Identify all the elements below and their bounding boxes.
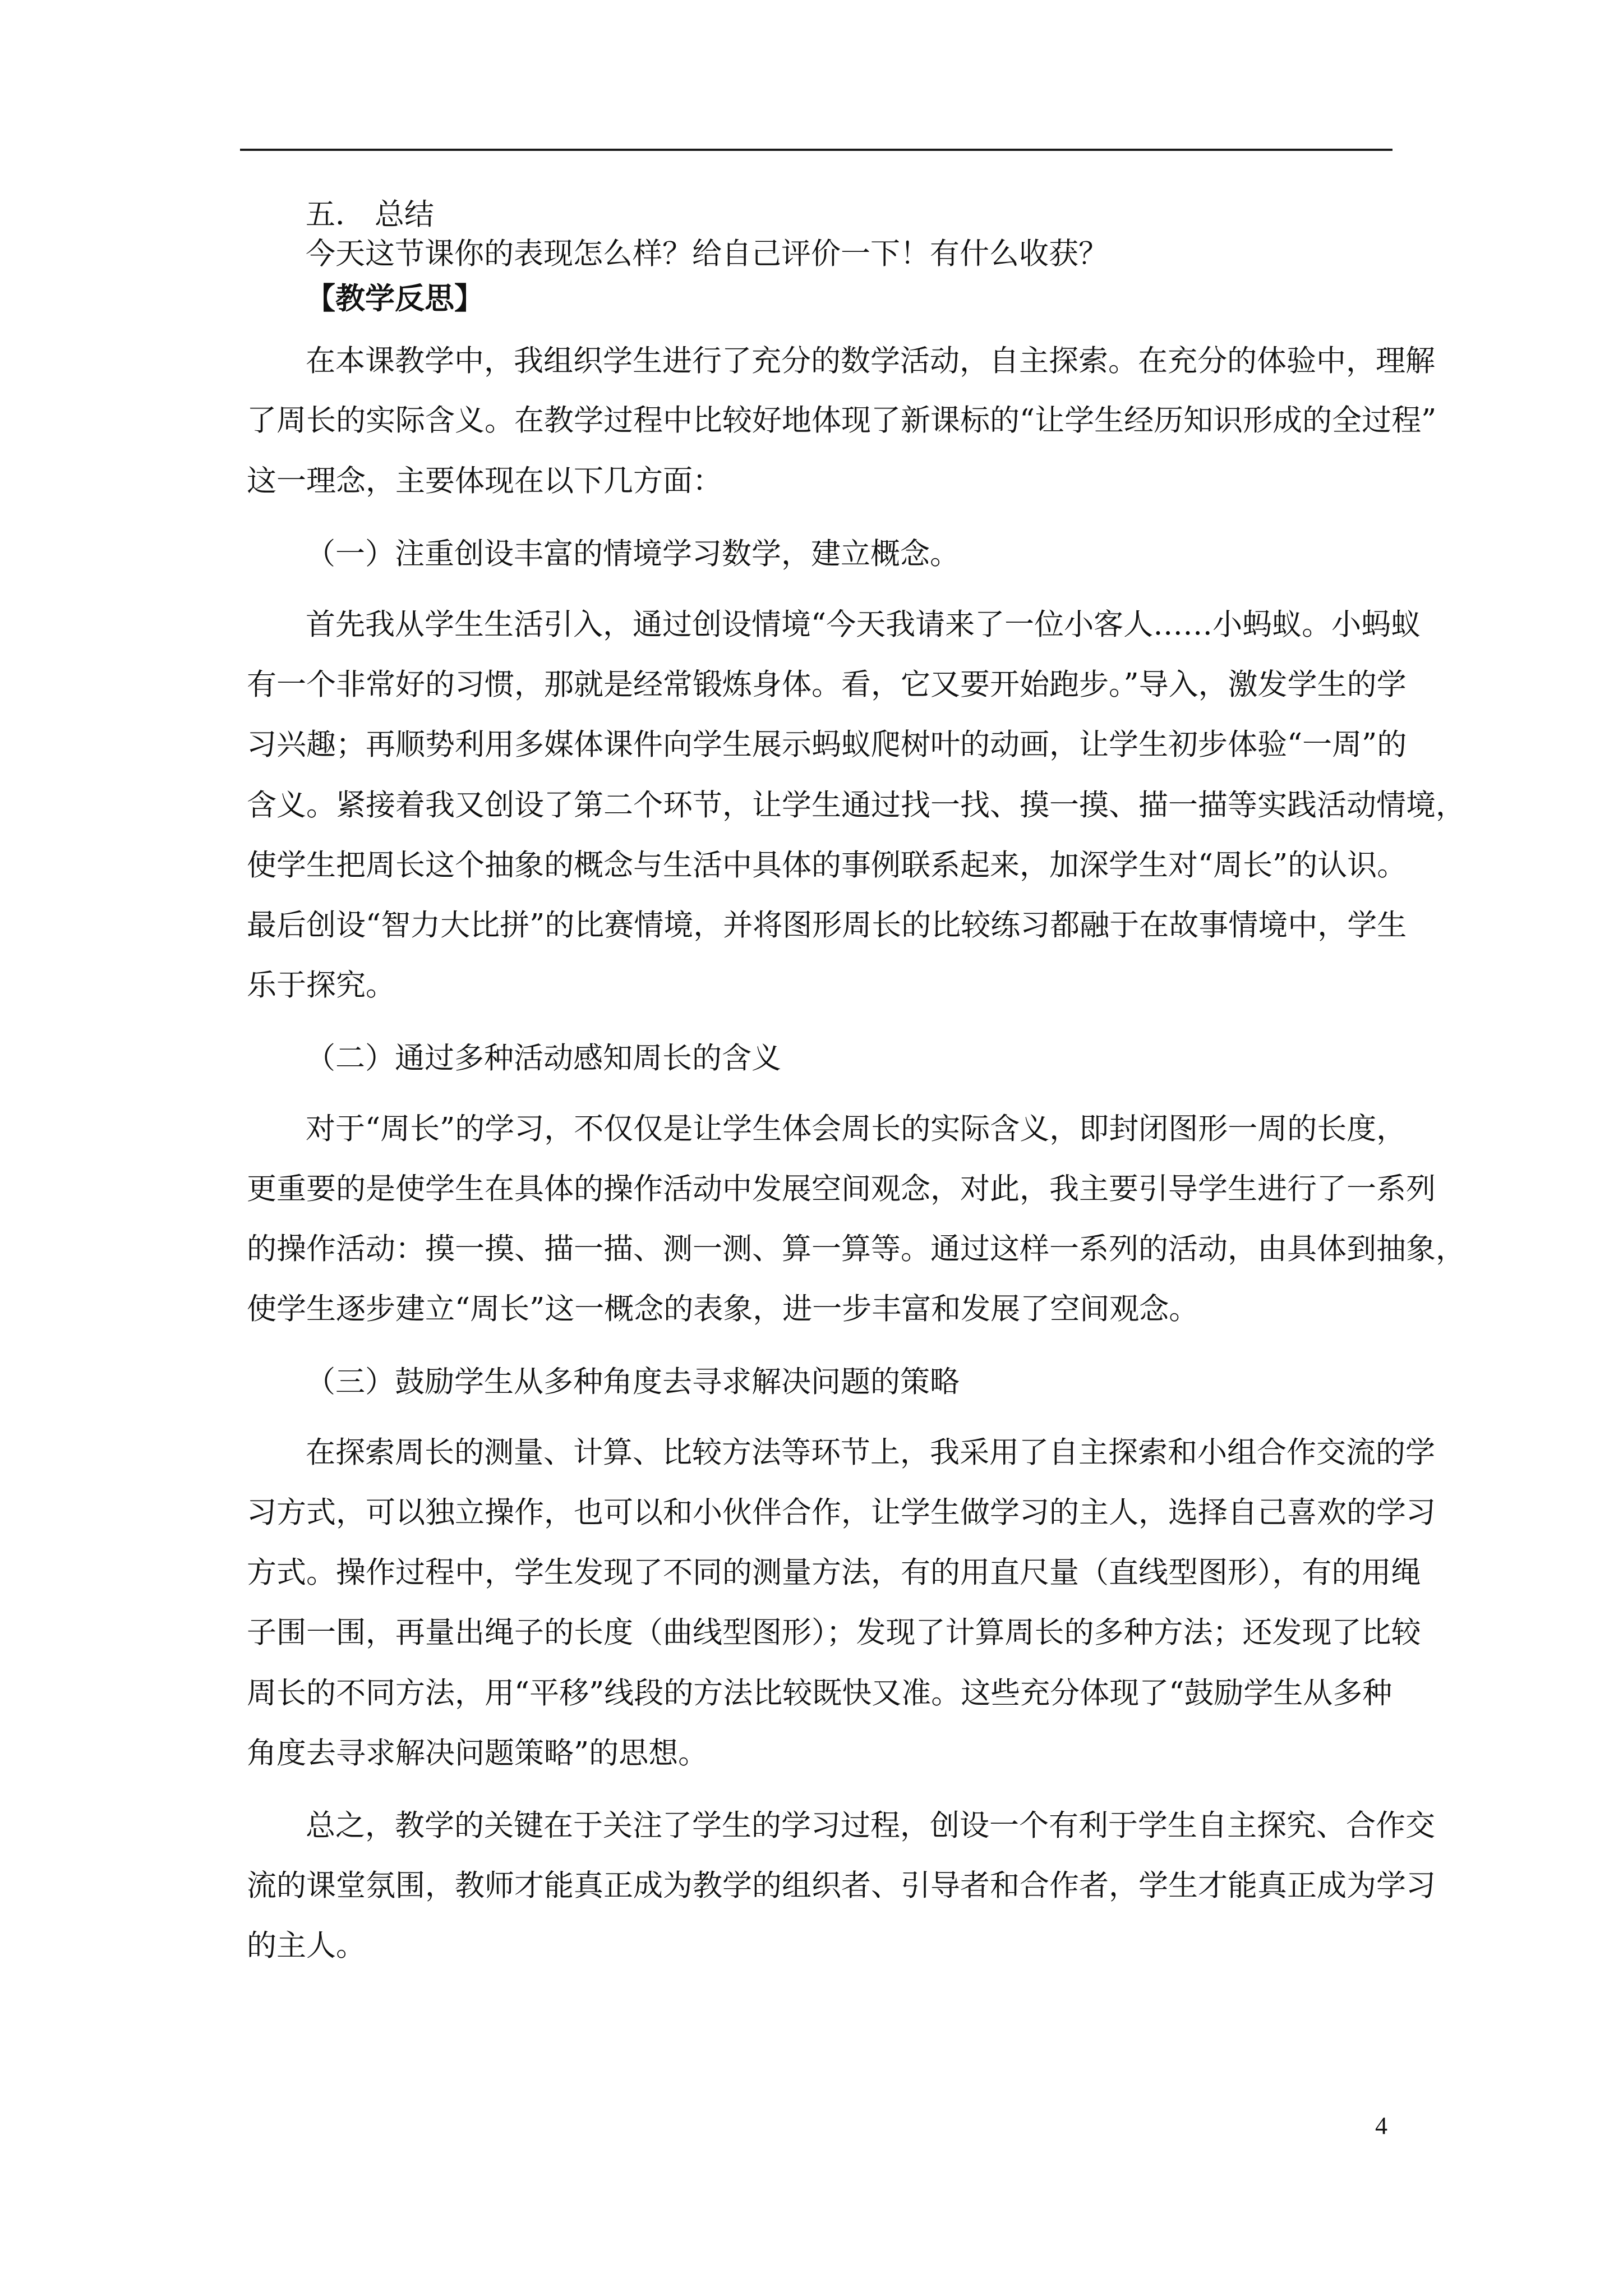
paragraph-line: 乐于探究。 — [247, 968, 395, 1002]
subheading-three: （三）鼓励学生从多种角度去寻求解决问题的策略 — [306, 1365, 960, 1399]
paragraph-line: 周长的不同方法，用“平移”线段的方法比较既快又准。这些充分体现了“鼓励学生从多种 — [247, 1676, 1393, 1710]
paragraph-line: 流的课堂氛围，教师才能真正成为教学的组织者、引导者和合作者，学生才能真正成为学习 — [247, 1869, 1436, 1903]
paragraph-line: 习兴趣；再顺势利用多媒体课件向学生展示蚂蚁爬树叶的动画，让学生初步体验“一周”的 — [247, 728, 1407, 762]
paragraph-line: 使学生把周长这个抽象的概念与生活中具体的事例联系起来，加深学生对“周长”的认识。 — [247, 848, 1407, 882]
paragraph-line: 方式。操作过程中，学生发现了不同的测量方法，有的用直尺量（直线型图形），有的用绳 — [247, 1556, 1421, 1590]
summary-text: 今天这节课你的表现怎么样？给自己评价一下！有什么收获？ — [306, 237, 1108, 271]
paragraph-line: 这一理念，主要体现在以下几方面： — [247, 464, 722, 498]
paragraph-line: 子围一围，再量出绳子的长度（曲线型图形）；发现了计算周长的多种方法；还发现了比较 — [247, 1616, 1421, 1650]
paragraph-line: 习方式，可以独立操作，也可以和小伙伴合作，让学生做学习的主人，选择自己喜欢的学习 — [247, 1496, 1436, 1530]
paragraph-line: 的主人。 — [247, 1929, 366, 1963]
reflection-heading: 【教学反思】 — [306, 281, 484, 316]
paragraph-line: 更重要的是使学生在具体的操作活动中发展空间观念，对此，我主要引导学生进行了一系列 — [247, 1172, 1436, 1206]
paragraph-line: 总之，教学的关键在于关注了学生的学习过程，创设一个有利于学生自主探究、合作交 — [306, 1809, 1435, 1843]
paragraph-line: 首先我从学生生活引入，通过创设情境“今天我请来了一位小客人……小蚂蚁。小蚂蚁 — [306, 608, 1421, 642]
paragraph-line: 角度去寻求解决问题策略”的思想。 — [247, 1736, 708, 1770]
paragraph-line: 在本课教学中，我组织学生进行了充分的数学活动，自主探索。在充分的体验中，理解 — [306, 344, 1435, 378]
paragraph-line: 最后创设“智力大比拼”的比赛情境，并将图形周长的比较练习都融于在故事情境中，学生 — [247, 908, 1407, 942]
paragraph-line: 含义。紧接着我又创设了第二个环节，让学生通过找一找、摸一摸、描一描等实践活动情境， — [247, 788, 1465, 822]
paragraph-line: 对于“周长”的学习，不仅仅是让学生体会周长的实际含义，即封闭图形一周的长度， — [306, 1112, 1407, 1146]
paragraph-line: 使学生逐步建立“周长”这一概念的表象，进一步丰富和发展了空间观念。 — [247, 1292, 1199, 1326]
paragraph-line: 在探索周长的测量、计算、比较方法等环节上，我采用了自主探索和小组合作交流的学 — [306, 1435, 1435, 1470]
page-number: 4 — [1375, 2112, 1387, 2139]
paragraph-line: 的操作活动：摸一摸、描一描、测一测、算一算等。通过这样一系列的活动，由具体到抽象， — [247, 1232, 1465, 1266]
subheading-one: （一）注重创设丰富的情境学习数学，建立概念。 — [306, 537, 960, 571]
paragraph-line: 了周长的实际含义。在教学过程中比较好地体现了新课标的“让学生经历知识形成的全过程” — [247, 403, 1437, 438]
header-rule — [240, 149, 1393, 151]
subheading-two: （二）通过多种活动感知周长的含义 — [306, 1041, 781, 1075]
paragraph-line: 有一个非常好的习惯，那就是经常锻炼身体。看，它又要开始跑步。”导入，激发学生的学 — [247, 668, 1407, 702]
section-heading-summary: 五． 总结 — [306, 197, 434, 232]
